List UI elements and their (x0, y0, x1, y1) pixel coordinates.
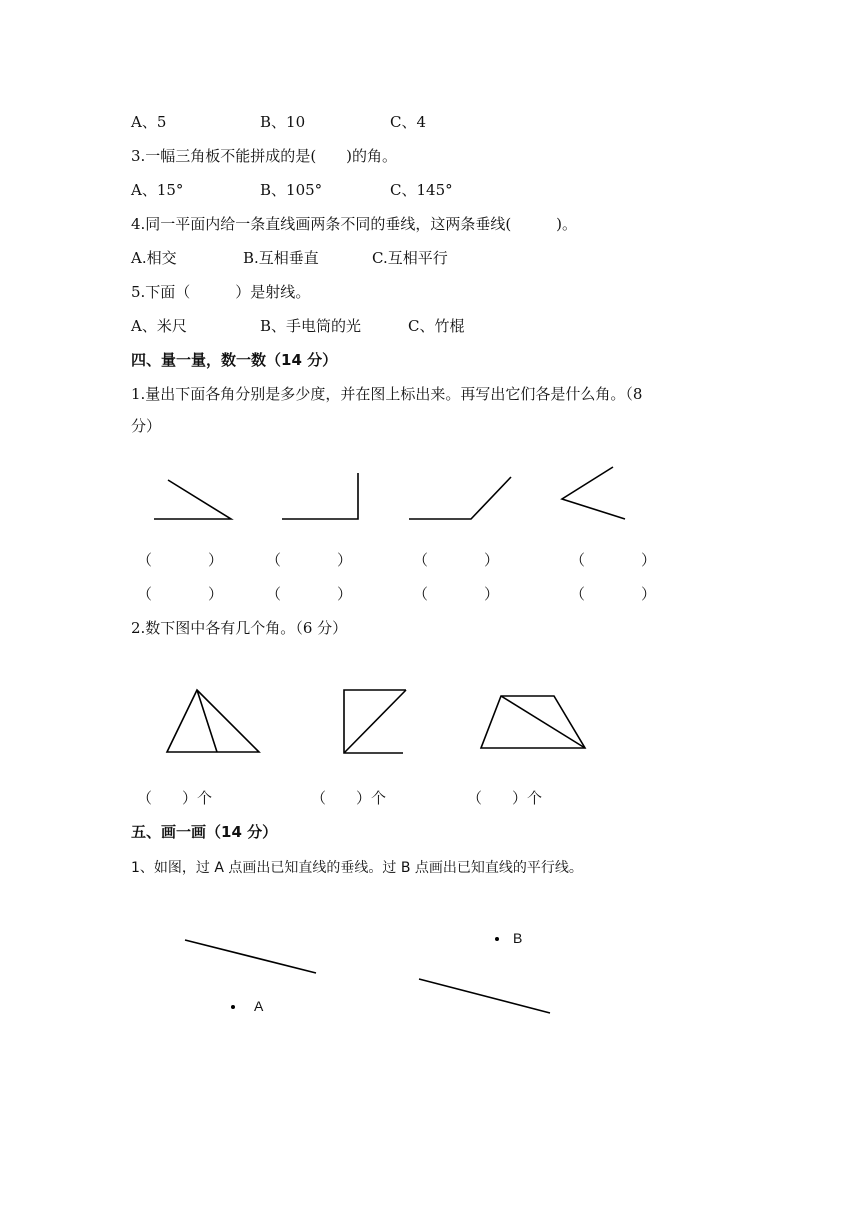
section4-q2-stem: 2.数下图中各有几个角。（6 分） (131, 619, 348, 637)
section4-q1-line1: 1.量出下面各角分别是多少度，并在图上标出来。再写出它们各是什么角。（8 (131, 385, 643, 403)
blank-2a-right: ） (337, 551, 353, 569)
angle-2 (282, 473, 358, 519)
section4-title: 四、量一量，数一数（14 分） (131, 351, 338, 369)
square-figure (344, 690, 406, 753)
angle-3 (409, 477, 511, 519)
q5-option-c: C、竹棍 (408, 317, 465, 335)
blank-2b-left: （ (266, 585, 282, 603)
point-b-dot (495, 937, 499, 941)
given-line-b (419, 979, 550, 1013)
q4-option-a: A.相交 (131, 249, 177, 267)
triangle-figure (167, 690, 259, 752)
count-answer-2: （ ）个 (311, 789, 387, 807)
section5-q1: 1、如图，过 A 点画出已知直线的垂线。过 B 点画出已知直线的平行线。 (131, 860, 583, 876)
section4-q1-line2: 分） (131, 417, 162, 435)
angle-1 (154, 480, 231, 519)
blank-2b-right: ） (337, 585, 353, 603)
q3-option-a: A、15° (131, 181, 184, 199)
blank-2a-left: （ (266, 551, 282, 569)
blank-3b-right: ） (484, 585, 500, 603)
blank-3a-left: （ (413, 551, 429, 569)
blank-1a-left: （ (137, 551, 153, 569)
q2-option-b: B、10 (260, 113, 306, 131)
q3-option-b: B、105° (260, 181, 323, 199)
blank-4a-right: ） (641, 551, 657, 569)
q4-option-b: B.互相垂直 (243, 249, 319, 267)
point-b-label: B (513, 930, 523, 946)
q4-stem: 4.同一平面内给一条直线画两条不同的垂线，这两条垂线( )。 (131, 215, 578, 233)
count-answer-1: （ ）个 (137, 789, 213, 807)
q3-stem: 3.一幅三角板不能拼成的是( )的角。 (131, 147, 398, 165)
point-a-dot (231, 1005, 235, 1009)
q5-option-b: B、手电筒的光 (260, 317, 362, 335)
q4-option-c: C.互相平行 (372, 249, 448, 267)
given-line-a (185, 940, 316, 973)
blank-4b-right: ） (641, 585, 657, 603)
section5-title: 五、画一画（14 分） (131, 823, 278, 841)
q2-option-a: A、5 (131, 113, 167, 131)
blank-1b-left: （ (137, 585, 153, 603)
blank-3a-right: ） (484, 551, 500, 569)
count-answer-3: （ ）个 (467, 789, 543, 807)
q2-option-c: C、4 (390, 113, 427, 131)
angle-4 (562, 467, 625, 519)
blank-4a-left: （ (570, 551, 586, 569)
blank-4b-left: （ (570, 585, 586, 603)
blank-3b-left: （ (413, 585, 429, 603)
point-a-label: A (254, 998, 264, 1014)
q5-option-a: A、米尺 (131, 317, 187, 335)
trapezoid-figure (481, 696, 585, 748)
blank-1b-right: ） (208, 585, 224, 603)
q3-option-c: C、145° (390, 181, 453, 199)
q5-stem: 5.下面（ ）是射线。 (131, 283, 311, 301)
blank-1a-right: ） (208, 551, 224, 569)
